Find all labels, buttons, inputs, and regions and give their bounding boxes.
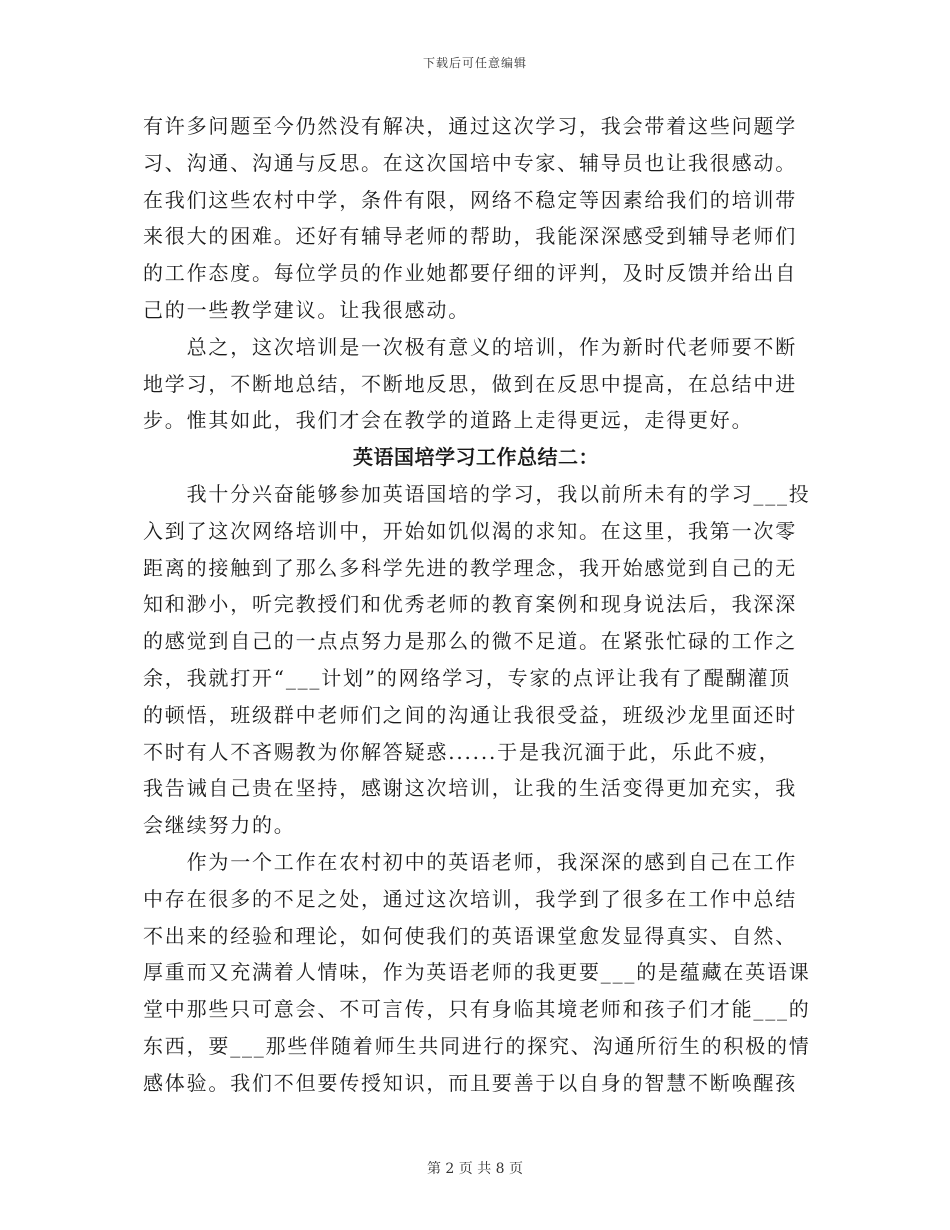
text-line: 有许多问题至今仍然没有解决，通过这次学习，我会带着这些问题学 (143, 114, 797, 138)
section-heading: 英语国培学习工作总结二： (353, 445, 599, 470)
text-line: 我告诫自己贵在坚持，感谢这次培训，让我的生活变得更加充实，我 (143, 776, 797, 801)
text-line: 中存在很多的不足之处，通过这次培训，我学到了很多在工作中总结 (143, 886, 797, 911)
text-line: 步。惟其如此，我们才会在教学的道路上走得更远，走得更好。 (143, 408, 754, 433)
text-line: 在我们这些农村中学，条件有限，网络不稳定等因素给我们的培训带 (143, 187, 797, 212)
text-line: 入到了这次网络培训中，开始如饥似渴的求知。在这里，我第一次零 (143, 518, 797, 543)
document-body (143, 108, 809, 1102)
text-line: 习、沟通、沟通与反思。在这次国培中专家、辅导员也让我很感动。 (143, 150, 797, 175)
text-line: 地学习，不断地总结，不断地反思，做到在反思中提高，在总结中进 (143, 371, 797, 396)
text-line: 的感觉到自己的一点点努力是那么的微不足道。在紧张忙碌的工作之 (143, 629, 797, 654)
text-line: 的顿悟，班级群中老师们之间的沟通让我很受益，班级沙龙里面还时 (143, 702, 797, 727)
text-line: 不出来的经验和理论，如何使我们的英语课堂愈发显得真实、自然、 (143, 923, 797, 948)
text-line: 会继续努力的。 (143, 813, 296, 838)
text-line: 我十分兴奋能够参加英语国培的学习，我以前所未有的学习___投 (143, 481, 811, 506)
text-line: 余，我就打开“___计划”的网络学习，专家的点评让我有了醍醐灌顶 (143, 665, 792, 690)
text-line: 距离的接触到了那么多科学先进的教学理念，我开始感觉到自己的无 (143, 555, 797, 580)
page-header-note: 下载后可任意编辑 (422, 56, 527, 70)
text-line: 厚重而又充满着人情味，作为英语老师的我更要___的是蕴藏在英语课 (143, 960, 811, 985)
text-line: 己的一些教学建议。让我很感动。 (143, 297, 470, 322)
text-line: 总之，这次培训是一次极有意义的培训，作为新时代老师要不断 (143, 334, 797, 359)
text-line: 知和渺小，听完教授们和优秀老师的教育案例和现身说法后，我深深 (143, 592, 797, 617)
text-line: 堂中那些只可意会、不可言传，只有身临其境老师和孩子们才能___的 (143, 997, 811, 1022)
text-line: 东西，要___那些伴随着师生共同进行的探究、沟通所衍生的积极的情 (143, 1033, 811, 1058)
text-line: 不时有人不吝赐教为你解答疑惑......于是我沉湎于此，乐此不疲， (143, 739, 781, 764)
page-number-footer: 第 2 页 共 8 页 (426, 1161, 524, 1177)
text-line: 感体验。我们不但要传授知识，而且要善于以自身的智慧不断唤醒孩 (143, 1070, 797, 1095)
text-line: 的工作态度。每位学员的作业她都要仔细的评判，及时反馈并给出自 (143, 261, 797, 286)
text-line: 作为一个工作在农村初中的英语老师，我深深的感到自己在工作 (143, 849, 797, 874)
text-line: 来很大的困难。还好有辅导老师的帮助，我能深深感受到辅导老师们 (143, 224, 797, 249)
